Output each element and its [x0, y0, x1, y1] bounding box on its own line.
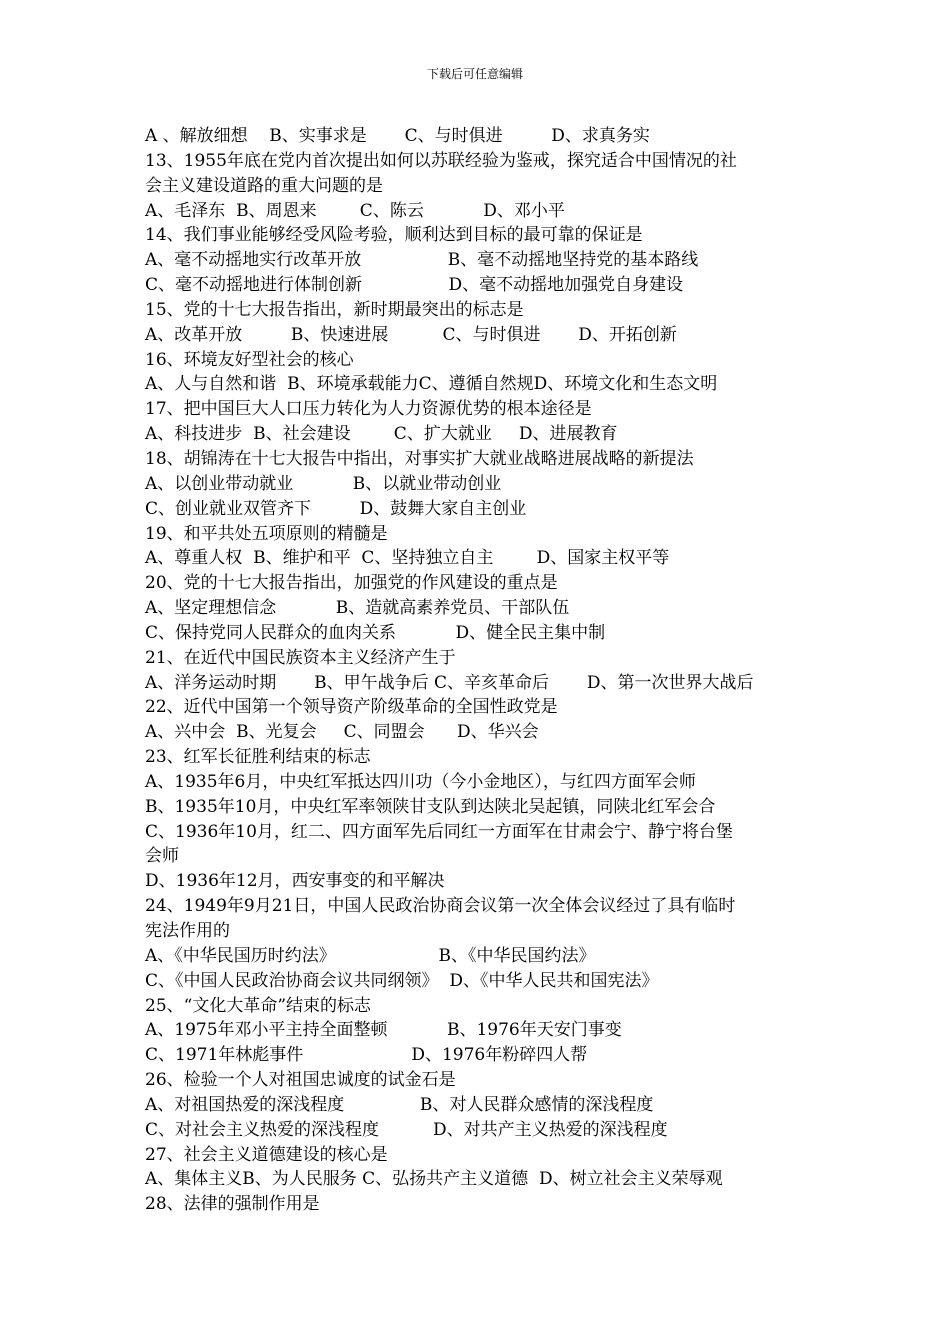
text-line: 13、1955年底在党内首次提出如何以苏联经验为鉴戒，探究适合中国情况的社 [145, 150, 737, 171]
text-line: 21、在近代中国民族资本主义经济产生于 [145, 647, 456, 668]
text-line: A、毫不动摇地实行改革开放 B、毫不动摇地坚持党的基本路线 [145, 250, 699, 271]
text-line: 20、党的十七大报告指出，加强党的作风建设的重点是 [145, 573, 558, 594]
text-line: A、人与自然和谐 B、环境承载能力C、遵循自然规D、环境文化和生态文明 [145, 374, 718, 395]
text-line: 19、和平共处五项原则的精髓是 [145, 523, 388, 544]
text-line: 18、胡锦涛在十七大报告中指出，对事实扩大就业战略进展战略的新提法 [145, 448, 694, 469]
text-line: A、毛泽东 B、周恩来 C、陈云 D、邓小平 [145, 200, 565, 221]
text-line: A、洋务运动时期 B、甲午战争后 C、辛亥革命后 D、第一次世界大战后 [145, 672, 754, 693]
text-line: C、1971年林彪事件 D、1976年粉碎四人帮 [145, 1045, 588, 1066]
document-body [145, 124, 825, 1217]
text-line: 25、“文化大革命”结束的标志 [145, 995, 372, 1016]
text-line: A、科技进步 B、社会建设 C、扩大就业 D、进展教育 [145, 424, 618, 445]
text-line: C、《中国人民政治协商会议共同纲领》 D、《中华人民共和国宪法》 [145, 970, 659, 991]
text-line: A、改革开放 B、快速进展 C、与时俱进 D、开拓创新 [145, 324, 677, 345]
text-line: 23、红军长征胜利结束的标志 [145, 747, 371, 768]
text-line: 宪法作用的 [145, 921, 230, 941]
text-line: 14、我们事业能够经受风险考验，顺利达到目标的最可靠的保证是 [145, 225, 643, 246]
text-line: C、保持党同人民群众的血肉关系 D、健全民主集中制 [145, 622, 606, 643]
text-line: C、1936年10月，红二、四方面军先后同红一方面军在甘肃会宁、静宁将台堡 [145, 821, 733, 842]
text-line: A、兴中会 B、光复会 C、同盟会 D、华兴会 [145, 722, 539, 743]
text-line: A、1935年6月，中央红军抵达四川功（今小金地区），与红四方面军会师 [145, 771, 696, 792]
text-line: 26、检验一个人对祖国忠诚度的试金石是 [145, 1070, 456, 1091]
text-line: 28、法律的强制作用是 [145, 1194, 320, 1215]
text-line: C、毫不动摇地进行体制创新 D、毫不动摇地加强党自身建设 [145, 275, 684, 296]
text-line: A、坚定理想信念 B、造就高素养党员、干部队伍 [145, 598, 570, 619]
text-line: D、1936年12月，西安事变的和平解决 [145, 871, 445, 892]
text-line: A、以创业带动就业 B、以就业带动创业 [145, 473, 502, 494]
text-line: A、《中华民国历时约法》 B、《中华民国约法》 [145, 945, 596, 966]
text-line: 17、把中国巨大人口压力转化为人力资源优势的根本途径是 [145, 399, 592, 420]
text-line: 会师 [145, 846, 179, 867]
text-line: B、1935年10月，中央红军率领陕甘支队到达陕北吴起镇，同陕北红军会合 [145, 796, 716, 817]
text-line: 16、环境友好型社会的核心 [145, 349, 354, 370]
text-line: A、尊重人权 B、维护和平 C、坚持独立自主 D、国家主权平等 [145, 548, 670, 569]
text-line: 15、党的十七大报告指出，新时期最突出的标志是 [145, 299, 524, 320]
text-line: A、集体主义B、为人民服务 C、弘扬共产主义道德 D、树立社会主义荣辱观 [145, 1169, 723, 1190]
text-line: C、对社会主义热爱的深浅程度 D、对共产主义热爱的深浅程度 [145, 1119, 668, 1140]
text-line: A、对祖国热爱的深浅程度 B、对人民群众感情的深浅程度 [145, 1094, 654, 1115]
text-line: 24、1949年9月21日，中国人民政治协商会议第一次全体会议经过了具有临时 [145, 896, 736, 917]
text-line: 22、近代中国第一个领导资产阶级革命的全国性政党是 [145, 697, 558, 718]
text-line: C、创业就业双管齐下 D、鼓舞大家自主创业 [145, 498, 527, 519]
text-line: 27、社会主义道德建设的核心是 [145, 1144, 388, 1165]
page-header: 下载后可任意编辑 [426, 67, 523, 81]
text-line: A、1975年邓小平主持全面整顿 B、1976年天安门事变 [145, 1020, 622, 1041]
text-line: A 、解放细想 B、实事求是 C、与时俱进 D、求真务实 [145, 126, 650, 146]
text-line: 会主义建设道路的重大问题的是 [145, 175, 383, 196]
